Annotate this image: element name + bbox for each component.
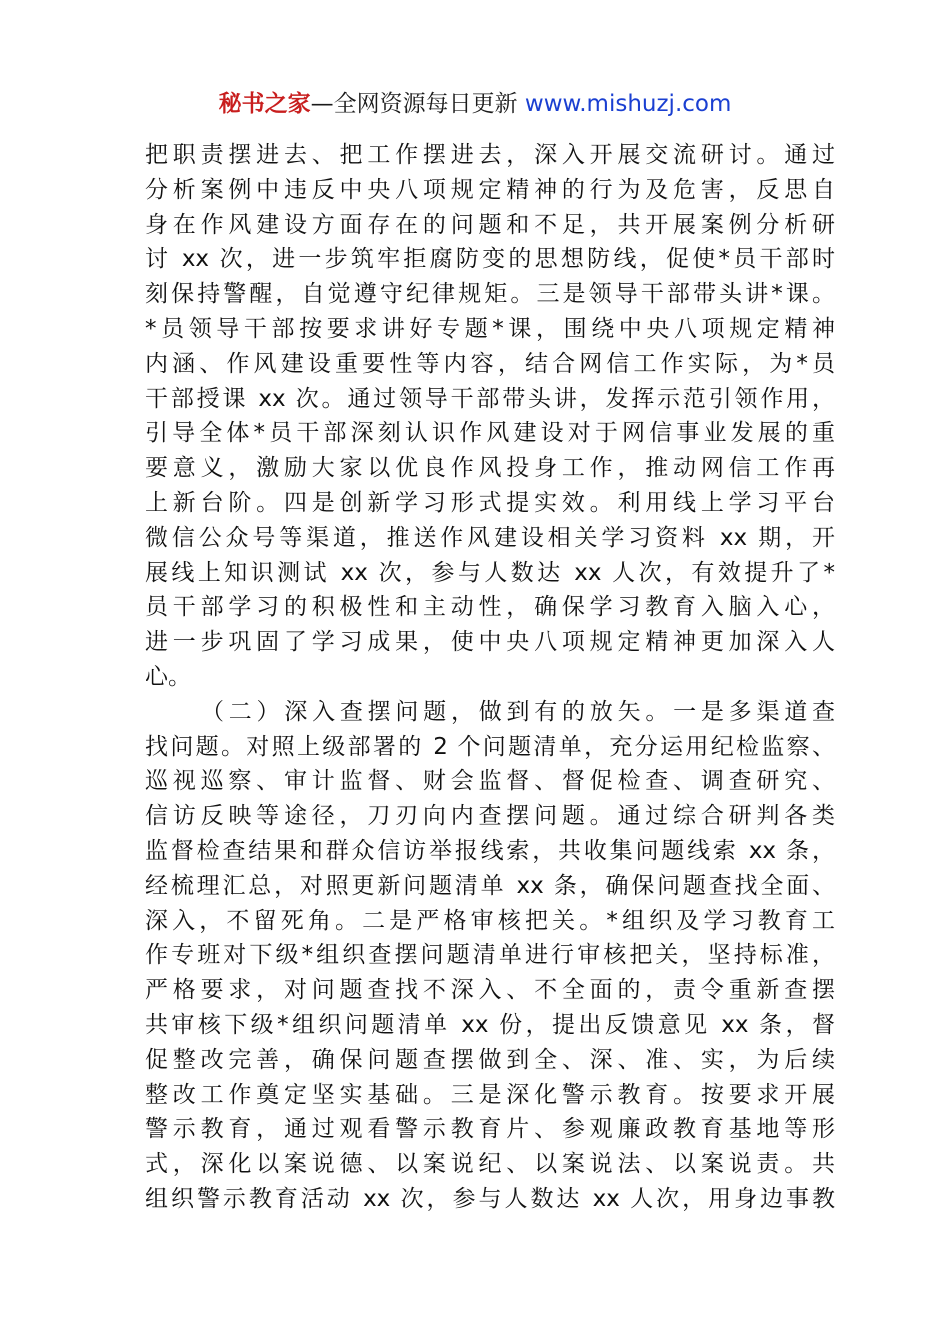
- text-line: 整改工作奠定坚实基础。三是深化警示教育。按要求开展: [145, 1081, 835, 1108]
- text-line: *员领导干部按要求讲好专题*课，围绕中央八项规定精神: [145, 315, 835, 342]
- text-line: 身在作风建设方面存在的问题和不足，共开展案例分析研: [145, 211, 835, 238]
- text-line: 找问题。对照上级部署的 2 个问题清单，充分运用纪检监察、: [145, 733, 835, 760]
- text-line: 讨 xx 次，进一步筑牢拒腐防变的思想防线，促使*员干部时: [145, 246, 835, 273]
- text-line: 进一步巩固了学习成果，使中央八项规定精神更加深入人: [145, 629, 835, 656]
- text-line: 经梳理汇总，对照更新问题清单 xx 条，确保问题查找全面、: [145, 872, 835, 899]
- text-line: 把职责摆进去、把工作摆进去，深入开展交流研讨。通过: [145, 142, 835, 168]
- text-line: 组织警示教育活动 xx 次，参与人数达 xx 人次，用身边事教: [145, 1185, 835, 1212]
- text-line: 式，深化以案说德、以案说纪、以案说法、以案说责。共: [145, 1151, 835, 1178]
- document-body: [145, 138, 835, 1217]
- text-line: 上新台阶。四是创新学习形式提实效。利用线上学习平台: [145, 489, 835, 516]
- text-line: 刻保持警醒，自觉遵守纪律规矩。三是领导干部带头讲*课。: [145, 281, 835, 308]
- text-line: 内涵、作风建设重要性等内容，结合网信工作实际，为*员: [145, 350, 835, 377]
- text-line: 巡视巡察、审计监督、财会监督、督促检查、调查研究、: [145, 768, 835, 795]
- text-line: 员干部学习的积极性和主动性，确保学习教育入脑入心，: [145, 594, 835, 621]
- header-tagline: —全网资源每日更新: [310, 91, 525, 117]
- text-line: 分析案例中违反中央八项规定精神的行为及危害，反思自: [145, 176, 835, 203]
- text-line: 共审核下级*组织问题清单 xx 份，提出反馈意见 xx 条，督: [145, 1011, 835, 1038]
- text-line: 深入，不留死角。二是严格审核把关。*组织及学习教育工: [145, 907, 835, 934]
- text-line: 监督检查结果和群众信访举报线索，共收集问题线索 xx 条，: [145, 837, 835, 864]
- site-header: [0, 86, 950, 122]
- text-line: 展线上知识测试 xx 次，参与人数达 xx 人次，有效提升了*: [145, 559, 835, 586]
- text-line: 作专班对下级*组织查摆问题清单进行审核把关，坚持标准，: [145, 942, 835, 969]
- text-line: 警示教育，通过观看警示教育片、参观廉政教育基地等形: [145, 1116, 835, 1143]
- brand-name: 秘书之家: [218, 91, 311, 117]
- text-line: 严格要求，对问题查找不深入、不全面的，责令重新查摆: [145, 977, 835, 1004]
- site-url-link[interactable]: www.mishuzj.com: [524, 91, 732, 117]
- text-line: 促整改完善，确保问题查摆做到全、深、准、实，为后续: [145, 1046, 835, 1073]
- text-line: 心。: [145, 663, 191, 690]
- text-line: 要意义，激励大家以优良作风投身工作，推动网信工作再: [145, 455, 835, 482]
- section-heading-line: （二）深入查摆问题，做到有的放矢。一是多渠道查: [201, 698, 835, 725]
- text-line: 引导全体*员干部深刻认识作风建设对于网信事业发展的重: [145, 420, 835, 447]
- text-line: 微信公众号等渠道，推送作风建设相关学习资料 xx 期，开: [145, 524, 835, 551]
- text-line: 干部授课 xx 次。通过领导干部带头讲，发挥示范引领作用，: [145, 385, 835, 412]
- text-line: 信访反映等途径，刀刃向内查摆问题。通过综合研判各类: [145, 803, 835, 830]
